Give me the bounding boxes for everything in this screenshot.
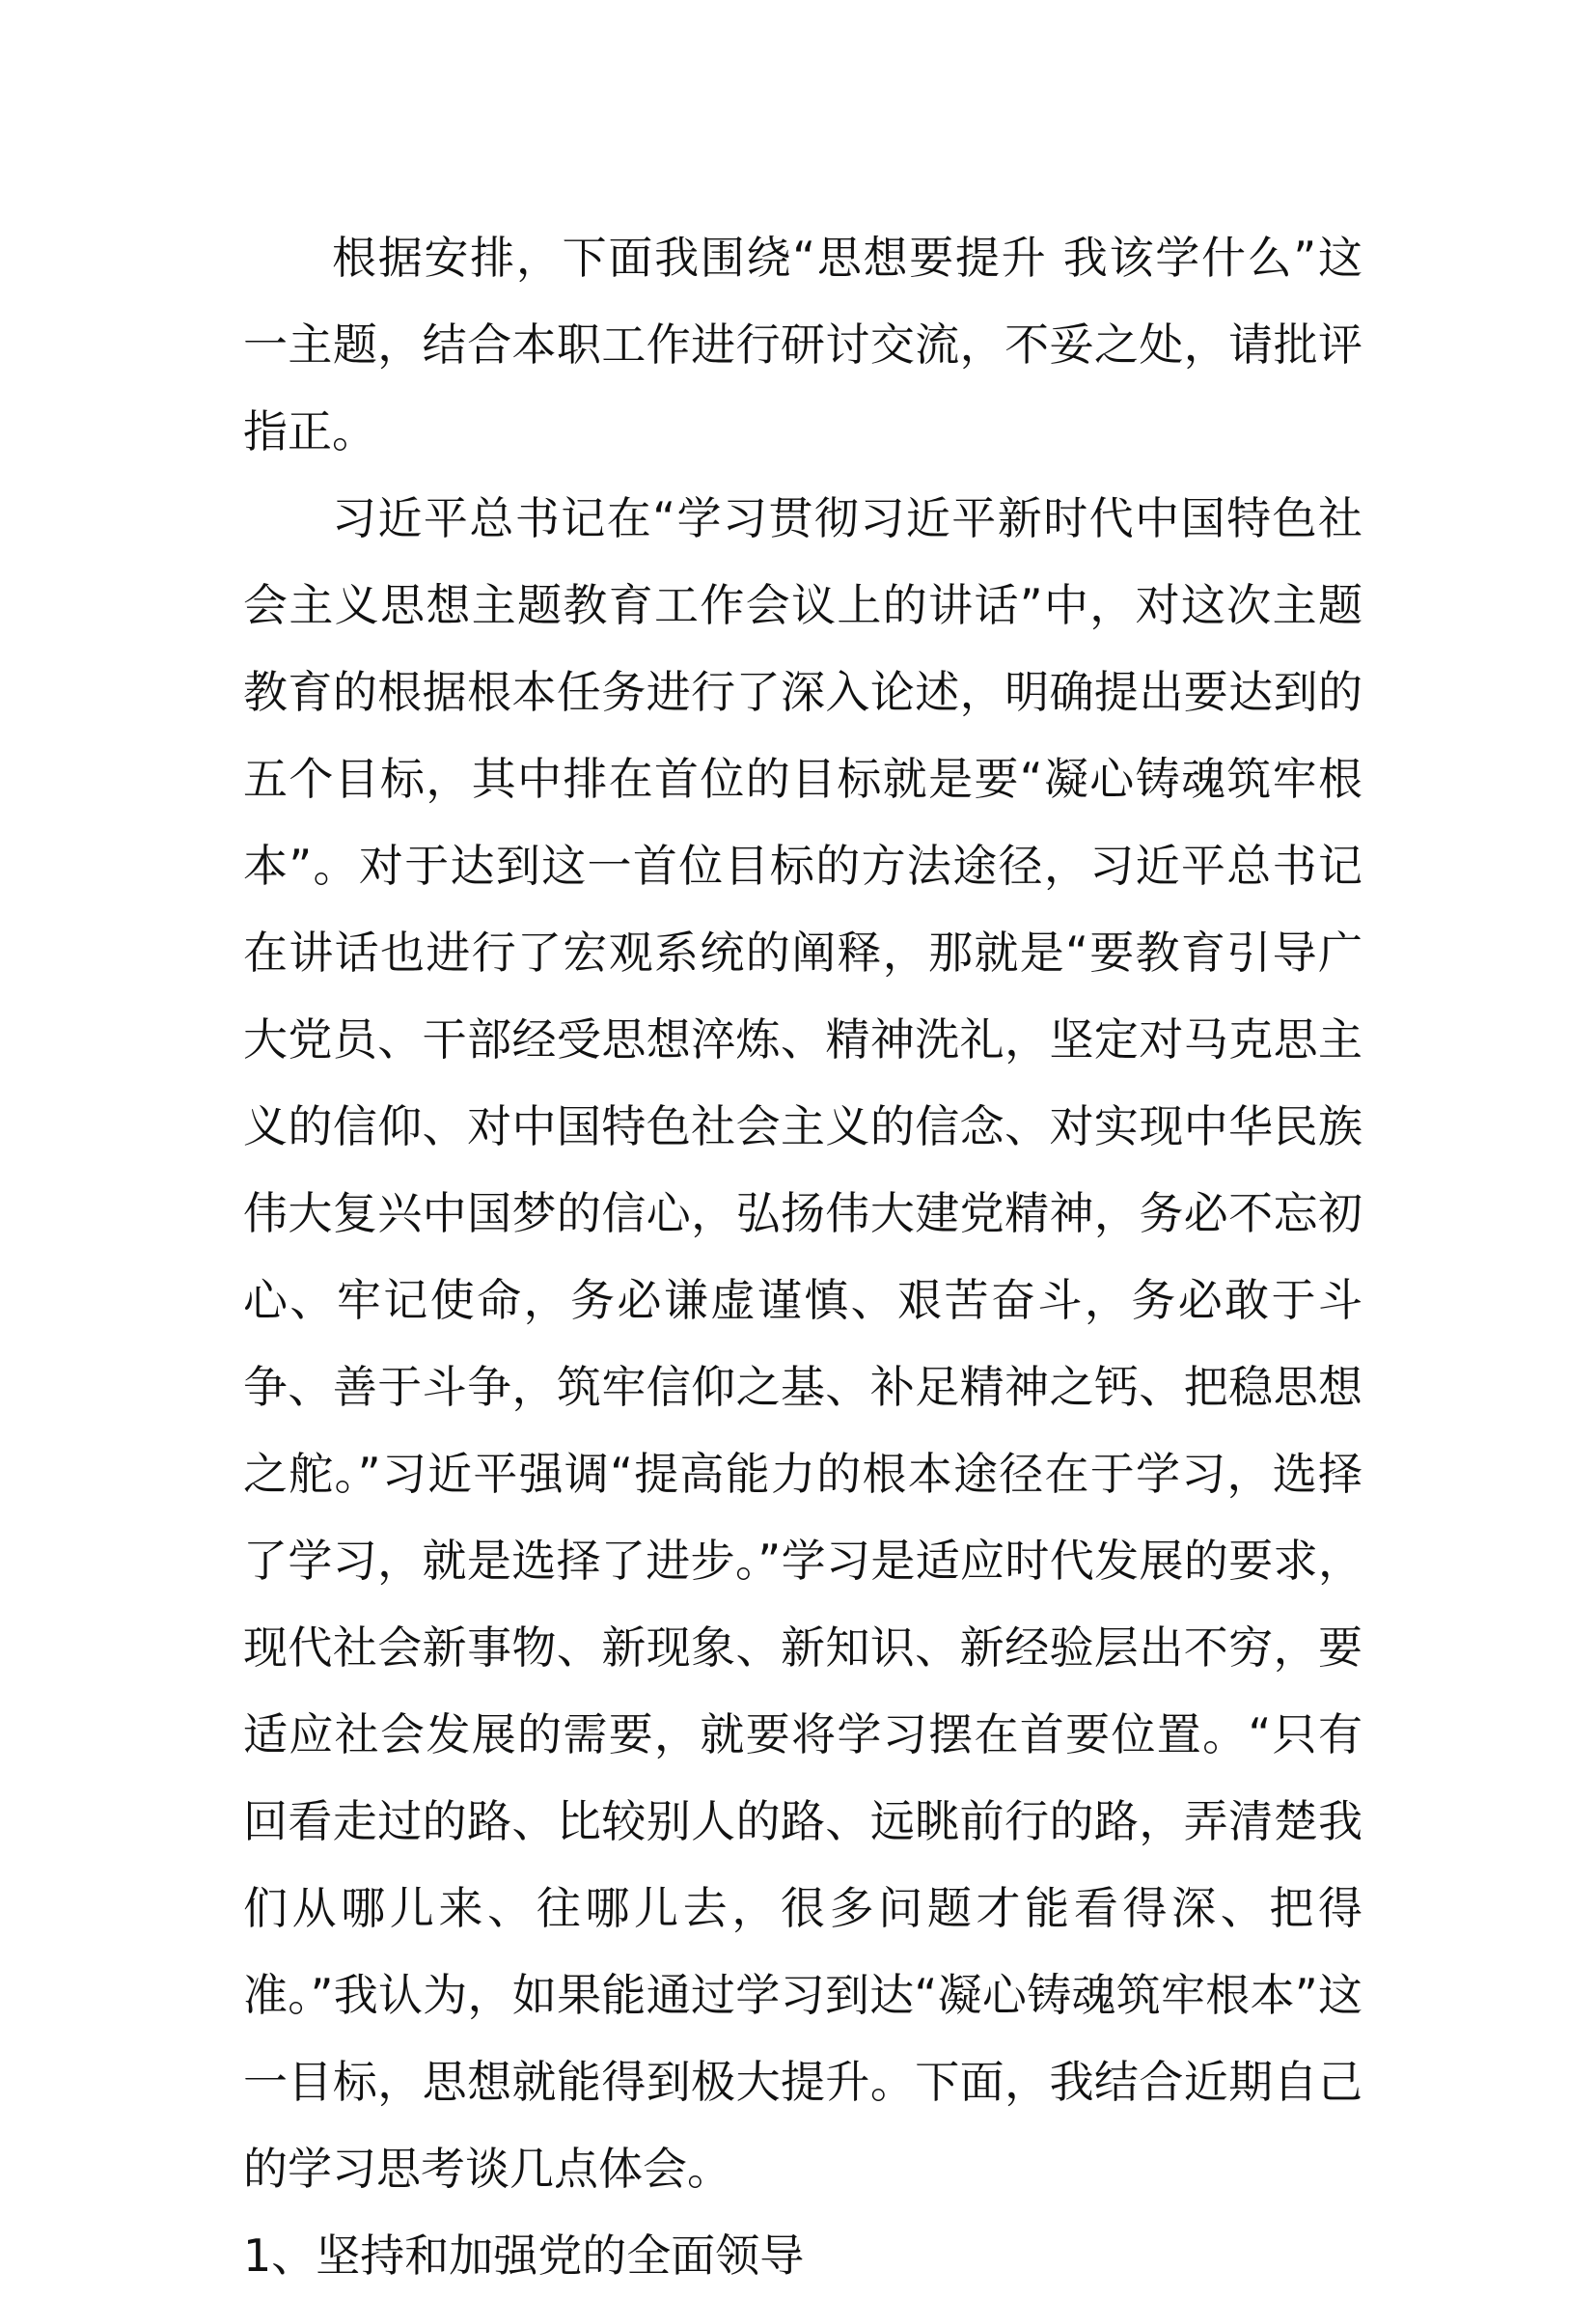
document-body	[243, 214, 1362, 2299]
section-heading: 1、坚持和加强党的全面领导	[243, 2230, 805, 2282]
intro-paragraph: 根据安排，下面我围绕“思想要提升 我该学什么”这一主题，结合本职工作进行研讨交流，不妥之处，请批评指正。	[243, 232, 1362, 457]
body-paragraph: 习近平总书记在“学习贯彻习近平新时代中国特色社会主义思想主题教育工作会议上的讲话”中，对这次主题教育的根据根本任务进行了深入论述，明确提出要达到的五个目标，其中排在首位的目标就是要“凝心铸魂筑牢根本”。对于达到这一首位目标的方法途径，习近平总书记在讲话也进行了宏观系统的阐释，那就是“要教育引导广大党员、干部经受思想淬炼、精神洗礼，坚定对马克思主义的信仰、对中国特色社会主义的信念、对实现中华民族伟大复兴中国梦的信心，弘扬伟大建党精神，务必不忘初心、牢记使命，务必谦虚谨慎、艰苦奋斗，务必敢于斗争、善于斗争，筑牢信仰之基、补足精神之钙、把稳思想之舵。”习近平强调“提高能力的根本途径在于学习，选择了学习，就是选择了进步。”学习是适应时代发展的要求，现代社会新事物、新现象、新知识、新经验层出不穷，要适应社会发展的需要，就要将学习摆在首要位置。“只有回看走过的路、比较别人的路、远眺前行的路，弄清楚我们从哪儿来、往哪儿去，很多问题才能看得深、把得准。”我认为，如果能通过学习到达“凝心铸魂筑牢根本”这一目标，思想就能得到极大提升。下面，我结合近期自己的学习思考谈几点体会。	[243, 492, 1362, 2195]
